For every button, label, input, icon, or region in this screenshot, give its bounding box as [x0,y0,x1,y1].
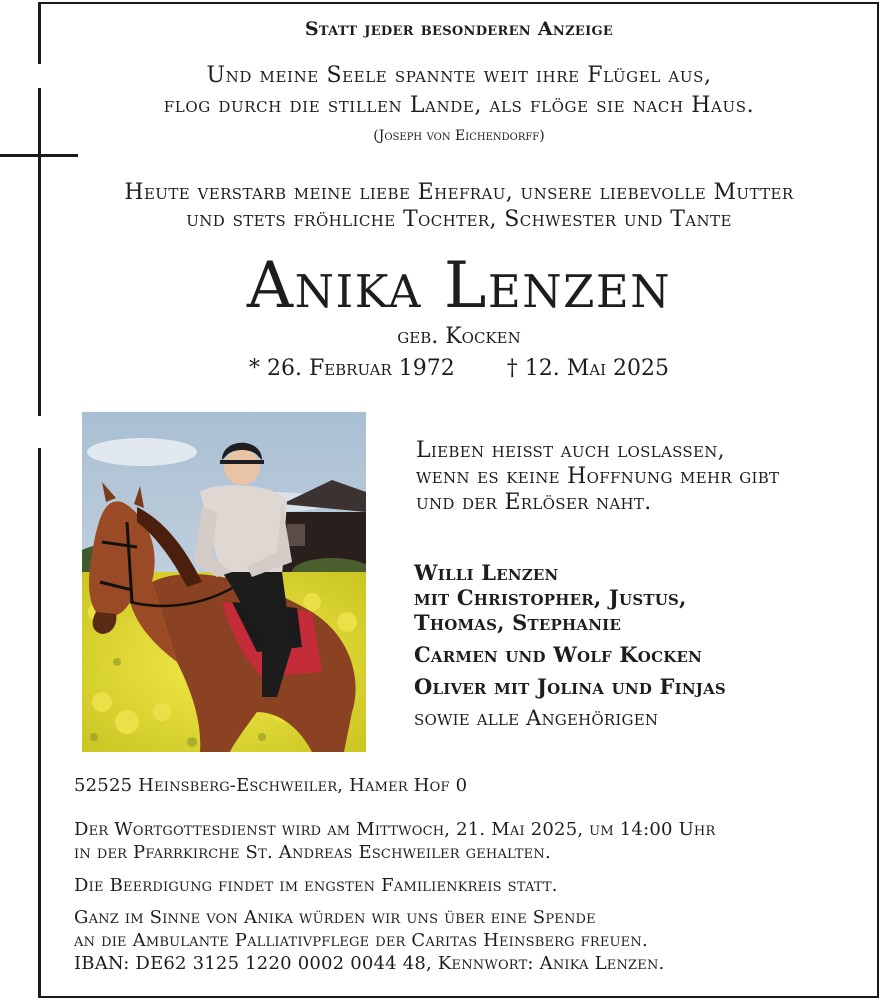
quote-line-2: wenn es keine Hoffnung mehr gibt [416,464,780,489]
mourner-line: mit Christopher, Justus, [414,585,687,610]
intro-line-1: Heute verstarb meine liebe Ehefrau, unsere liebevolle Mutter [124,180,794,205]
frame-top-border [38,2,878,4]
deceased-name: Anika Lenzen [246,249,672,323]
donation-line-2: an die Ambulante Palliativpflege der Caritas Heinsberg freuen. [74,930,648,951]
mourner-line: sowie alle Angehörigen [414,706,659,730]
frame-right-border [877,2,879,998]
service-line-2: in der Pfarrkirche St. Andreas Eschweiler gehalten. [74,842,551,863]
service-info [74,818,715,864]
death-date: † 12. Mai 2025 [506,356,670,381]
quote-line-3: und der Erlöser naht. [416,490,652,515]
mourner-line: Carmen und Wolf Kocken [414,642,702,667]
donation-line-1: Ganz im Sinne von Anika würden wir uns über eine Spende [74,907,596,928]
donation-info [74,906,664,975]
memorial-quote [416,438,779,516]
intro-line-2: und stets fröhliche Tochter, Schwester und Tante [186,207,732,232]
frame-bottom-border [38,996,879,998]
quote-line-1: Lieben heißt auch loslassen, [416,438,725,463]
burial-info: Die Beerdigung findet im engsten Familienkreis statt. [74,875,558,896]
poem-line-2: flog durch die stillen Lande, als flöge sie nach Haus. [163,93,755,118]
mourner-line: Thomas, Stephanie [414,610,621,635]
frame-left-border-bottom [38,448,41,998]
family-address: 52525 Heinsberg-Eschweiler, Hamer Hof 0 [74,775,468,796]
poem-line-1: Und meine Seele spannte weit ihre Flügel aus, [206,63,712,88]
notice-header: Statt jeder besonderen Anzeige [304,18,614,40]
poem-author: (Joseph von Eichendorff) [373,128,545,144]
donation-line-3: IBAN: DE62 3125 1220 0002 0044 48, Kennwort: Anika Lenzen. [74,953,665,974]
birth-date: * 26. Februar 1972 [248,356,455,381]
service-line-1: Der Wortgottesdienst wird am Mittwoch, 21. Mai 2025, um 14:00 Uhr [74,819,716,840]
portrait-photo [82,412,366,752]
life-dates [40,356,878,381]
mourner-line: Oliver mit Jolina und Finjas [414,674,726,699]
cross-bar [0,154,78,157]
birth-name: geb. Kocken [397,324,521,349]
mourner-line: Willi Lenzen [414,560,559,585]
mourners-list [414,560,726,731]
